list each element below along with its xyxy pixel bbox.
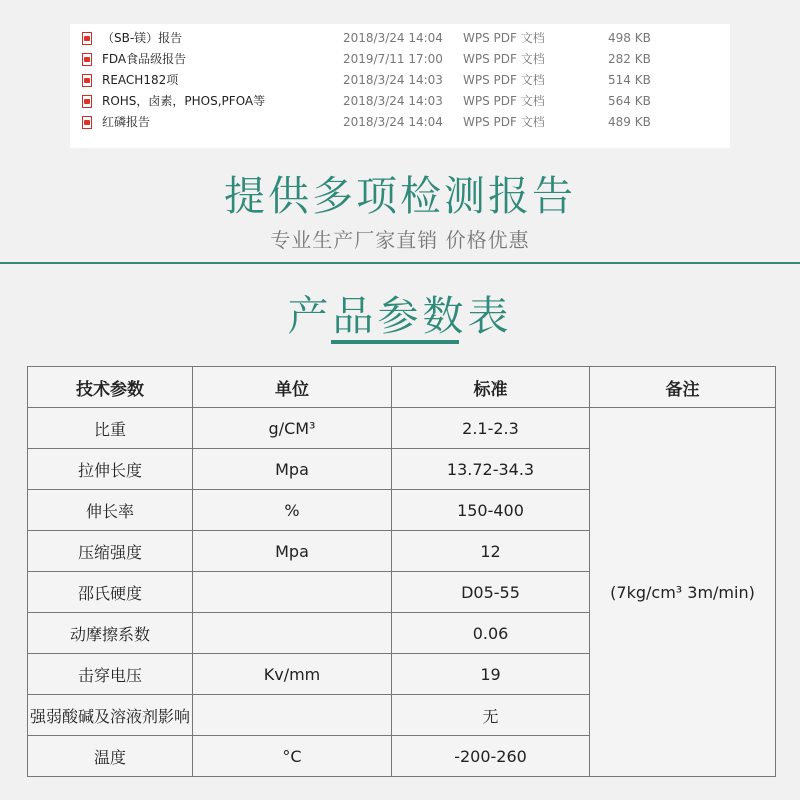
title-underline xyxy=(331,340,459,344)
file-size: 282 KB xyxy=(608,52,651,66)
file-name: ROHS，卤素，PHOS,PFOA等 xyxy=(102,94,266,108)
file-type: WPS PDF 文档 xyxy=(463,94,545,108)
cell-standard: 150-400 xyxy=(392,490,590,531)
file-type: WPS PDF 文档 xyxy=(463,31,545,45)
file-row[interactable] xyxy=(70,112,730,133)
cell-parameter: 伸长率 xyxy=(28,490,193,531)
cell-unit: g/CM³ xyxy=(193,408,392,449)
file-type: WPS PDF 文档 xyxy=(463,52,545,66)
header-parameter: 技术参数 xyxy=(28,367,193,408)
cell-parameter: 温度 xyxy=(28,736,193,777)
file-date: 2018/3/24 14:03 xyxy=(343,94,443,108)
cell-unit: % xyxy=(193,490,392,531)
parameter-table xyxy=(27,366,776,777)
pdf-file-icon xyxy=(82,53,92,66)
cell-standard: 0.06 xyxy=(392,613,590,654)
file-row[interactable] xyxy=(70,91,730,112)
cell-standard: 12 xyxy=(392,531,590,572)
cell-note: (7kg/cm³ 3m/min) xyxy=(590,408,776,777)
file-name: 红磷报告 xyxy=(102,115,151,129)
cell-unit xyxy=(193,695,392,736)
cell-parameter: 动摩擦系数 xyxy=(28,613,193,654)
pdf-file-icon xyxy=(82,74,92,87)
cell-parameter: 击穿电压 xyxy=(28,654,193,695)
file-row[interactable] xyxy=(70,70,730,91)
cell-parameter: 强弱酸碱及溶液剂影响 xyxy=(28,695,193,736)
file-size: 514 KB xyxy=(608,73,651,87)
header-unit: 单位 xyxy=(193,367,392,408)
file-list-panel xyxy=(70,24,730,148)
file-date: 2019/7/11 17:00 xyxy=(343,52,443,66)
file-size: 564 KB xyxy=(608,94,651,108)
file-row[interactable] xyxy=(70,28,730,49)
file-name: （SB-镁）报告 xyxy=(102,31,183,45)
cell-unit: Mpa xyxy=(193,531,392,572)
headline: 提供多项检测报告 xyxy=(224,172,576,220)
cell-standard: 2.1-2.3 xyxy=(392,408,590,449)
file-type: WPS PDF 文档 xyxy=(463,115,545,129)
cell-unit: °C xyxy=(193,736,392,777)
file-name: REACH182项 xyxy=(102,73,179,87)
cell-standard: 19 xyxy=(392,654,590,695)
file-date: 2018/3/24 14:04 xyxy=(343,31,443,45)
file-date: 2018/3/24 14:04 xyxy=(343,115,443,129)
table-row xyxy=(28,408,776,449)
header-standard: 标准 xyxy=(392,367,590,408)
cell-standard: 13.72-34.3 xyxy=(392,449,590,490)
file-type: WPS PDF 文档 xyxy=(463,73,545,87)
cell-parameter: 拉伸长度 xyxy=(28,449,193,490)
cell-parameter: 压缩强度 xyxy=(28,531,193,572)
file-date: 2018/3/24 14:03 xyxy=(343,73,443,87)
file-row[interactable] xyxy=(70,49,730,70)
cell-unit: Kv/mm xyxy=(193,654,392,695)
cell-unit: Mpa xyxy=(193,449,392,490)
pdf-file-icon xyxy=(82,95,92,108)
file-name: FDA食品级报告 xyxy=(102,52,187,66)
pdf-file-icon xyxy=(82,116,92,129)
cell-standard: 无 xyxy=(392,695,590,736)
cell-parameter: 邵氏硬度 xyxy=(28,572,193,613)
cell-standard: D05-55 xyxy=(392,572,590,613)
subheadline: 专业生产厂家直销 价格优惠 xyxy=(270,228,530,252)
cell-parameter: 比重 xyxy=(28,408,193,449)
cell-unit xyxy=(193,572,392,613)
cell-standard: -200-260 xyxy=(392,736,590,777)
file-size: 489 KB xyxy=(608,115,651,129)
file-size: 498 KB xyxy=(608,31,651,45)
table-title: 产品参数表 xyxy=(287,292,513,340)
section-divider xyxy=(0,262,800,264)
cell-unit xyxy=(193,613,392,654)
pdf-file-icon xyxy=(82,32,92,45)
header-note: 备注 xyxy=(590,367,776,408)
table-header-row xyxy=(28,367,776,408)
